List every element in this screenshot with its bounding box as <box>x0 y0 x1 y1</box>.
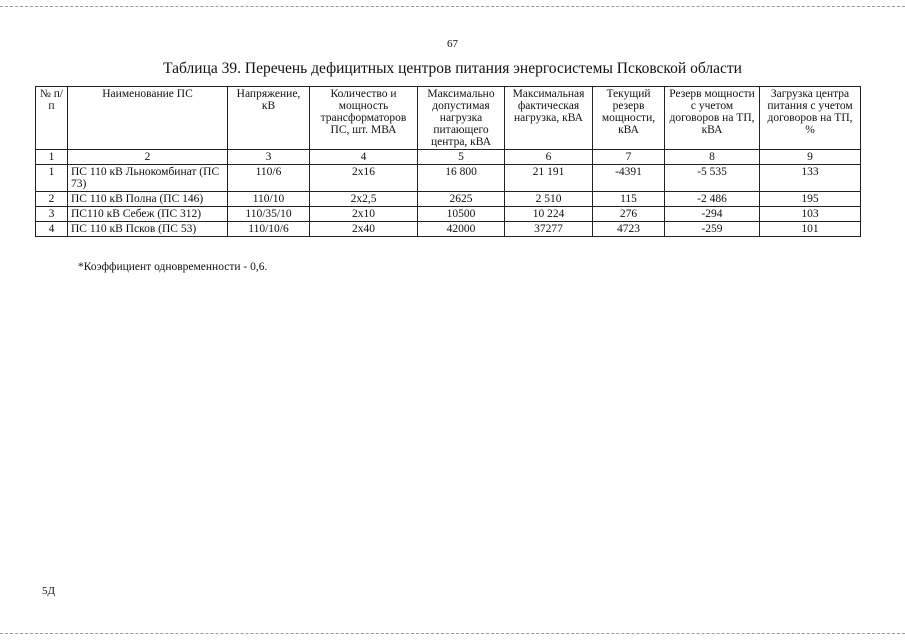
substation-name-cell: ПС 110 кВ Псков (ПС 53) <box>68 222 228 237</box>
voltage-cell: 110/10 <box>228 192 310 207</box>
column-number-cell: 6 <box>505 150 593 165</box>
reserve-with-contracts-cell: -2 486 <box>665 192 760 207</box>
max-actual-load-cell: 2 510 <box>505 192 593 207</box>
header-cell: Максимально допустимая нагрузка питающего центра, кВА <box>418 87 505 150</box>
substation-name-cell: ПС 110 кВ Полна (ПС 146) <box>68 192 228 207</box>
table-row <box>36 207 861 222</box>
header-cell: Количество и мощность трансформаторов ПС, шт. МВА <box>310 87 418 150</box>
row-number-cell: 1 <box>36 165 68 192</box>
max-allowed-load-cell: 16 800 <box>418 165 505 192</box>
column-number-cell: 1 <box>36 150 68 165</box>
max-allowed-load-cell: 10500 <box>418 207 505 222</box>
page-number: 67 <box>447 38 458 50</box>
column-number-cell: 9 <box>760 150 861 165</box>
row-number-cell: 2 <box>36 192 68 207</box>
voltage-cell: 110/6 <box>228 165 310 192</box>
reserve-with-contracts-cell: -5 535 <box>665 165 760 192</box>
max-actual-load-cell: 21 191 <box>505 165 593 192</box>
header-cell: Напряжение, кВ <box>228 87 310 150</box>
load-percent-cell: 101 <box>760 222 861 237</box>
header-cell: Резерв мощности с учетом договоров на ТП, кВА <box>665 87 760 150</box>
load-percent-cell: 195 <box>760 192 861 207</box>
column-number-cell: 2 <box>68 150 228 165</box>
header-cell: Наименование ПС <box>68 87 228 150</box>
reserve-with-contracts-cell: -259 <box>665 222 760 237</box>
substation-name-cell: ПС 110 кВ Льнокомбинат (ПС 73) <box>68 165 228 192</box>
column-number-cell: 3 <box>228 150 310 165</box>
current-reserve-cell: -4391 <box>593 165 665 192</box>
footnote: *Коэффициент одновременности - 0,6. <box>78 261 268 273</box>
transformers-cell: 2х10 <box>310 207 418 222</box>
column-number-cell: 4 <box>310 150 418 165</box>
row-number-cell: 3 <box>36 207 68 222</box>
current-reserve-cell: 115 <box>593 192 665 207</box>
table-row <box>36 222 861 237</box>
header-row <box>36 87 861 150</box>
max-allowed-load-cell: 2625 <box>418 192 505 207</box>
header-cell: Загрузка центра питания с учетом договоров на ТП, % <box>760 87 861 150</box>
column-number-cell: 8 <box>665 150 760 165</box>
current-reserve-cell: 276 <box>593 207 665 222</box>
table-row <box>36 165 861 192</box>
reserve-with-contracts-cell: -294 <box>665 207 760 222</box>
row-number-cell: 4 <box>36 222 68 237</box>
column-number-cell: 5 <box>418 150 505 165</box>
max-actual-load-cell: 10 224 <box>505 207 593 222</box>
max-allowed-load-cell: 42000 <box>418 222 505 237</box>
current-reserve-cell: 4723 <box>593 222 665 237</box>
substation-name-cell: ПС110 кВ Себеж (ПС 312) <box>68 207 228 222</box>
transformers-cell: 2х40 <box>310 222 418 237</box>
scan-edge-bottom <box>0 633 905 634</box>
column-number-cell: 7 <box>593 150 665 165</box>
load-percent-cell: 133 <box>760 165 861 192</box>
voltage-cell: 110/35/10 <box>228 207 310 222</box>
header-cell: № п/п <box>36 87 68 150</box>
deficit-centers-table <box>35 86 861 237</box>
page-code: 5Д <box>42 585 56 597</box>
transformers-cell: 2х2,5 <box>310 192 418 207</box>
header-cell: Текущий резерв мощности, кВА <box>593 87 665 150</box>
max-actual-load-cell: 37277 <box>505 222 593 237</box>
table-title: Таблица 39. Перечень дефицитных центров питания энергосистемы Псковской области <box>163 60 742 77</box>
table-row <box>36 192 861 207</box>
header-cell: Максимальная фактическая нагрузка, кВА <box>505 87 593 150</box>
transformers-cell: 2х16 <box>310 165 418 192</box>
column-number-row <box>36 150 861 165</box>
voltage-cell: 110/10/6 <box>228 222 310 237</box>
scan-edge-top <box>0 6 905 7</box>
load-percent-cell: 103 <box>760 207 861 222</box>
